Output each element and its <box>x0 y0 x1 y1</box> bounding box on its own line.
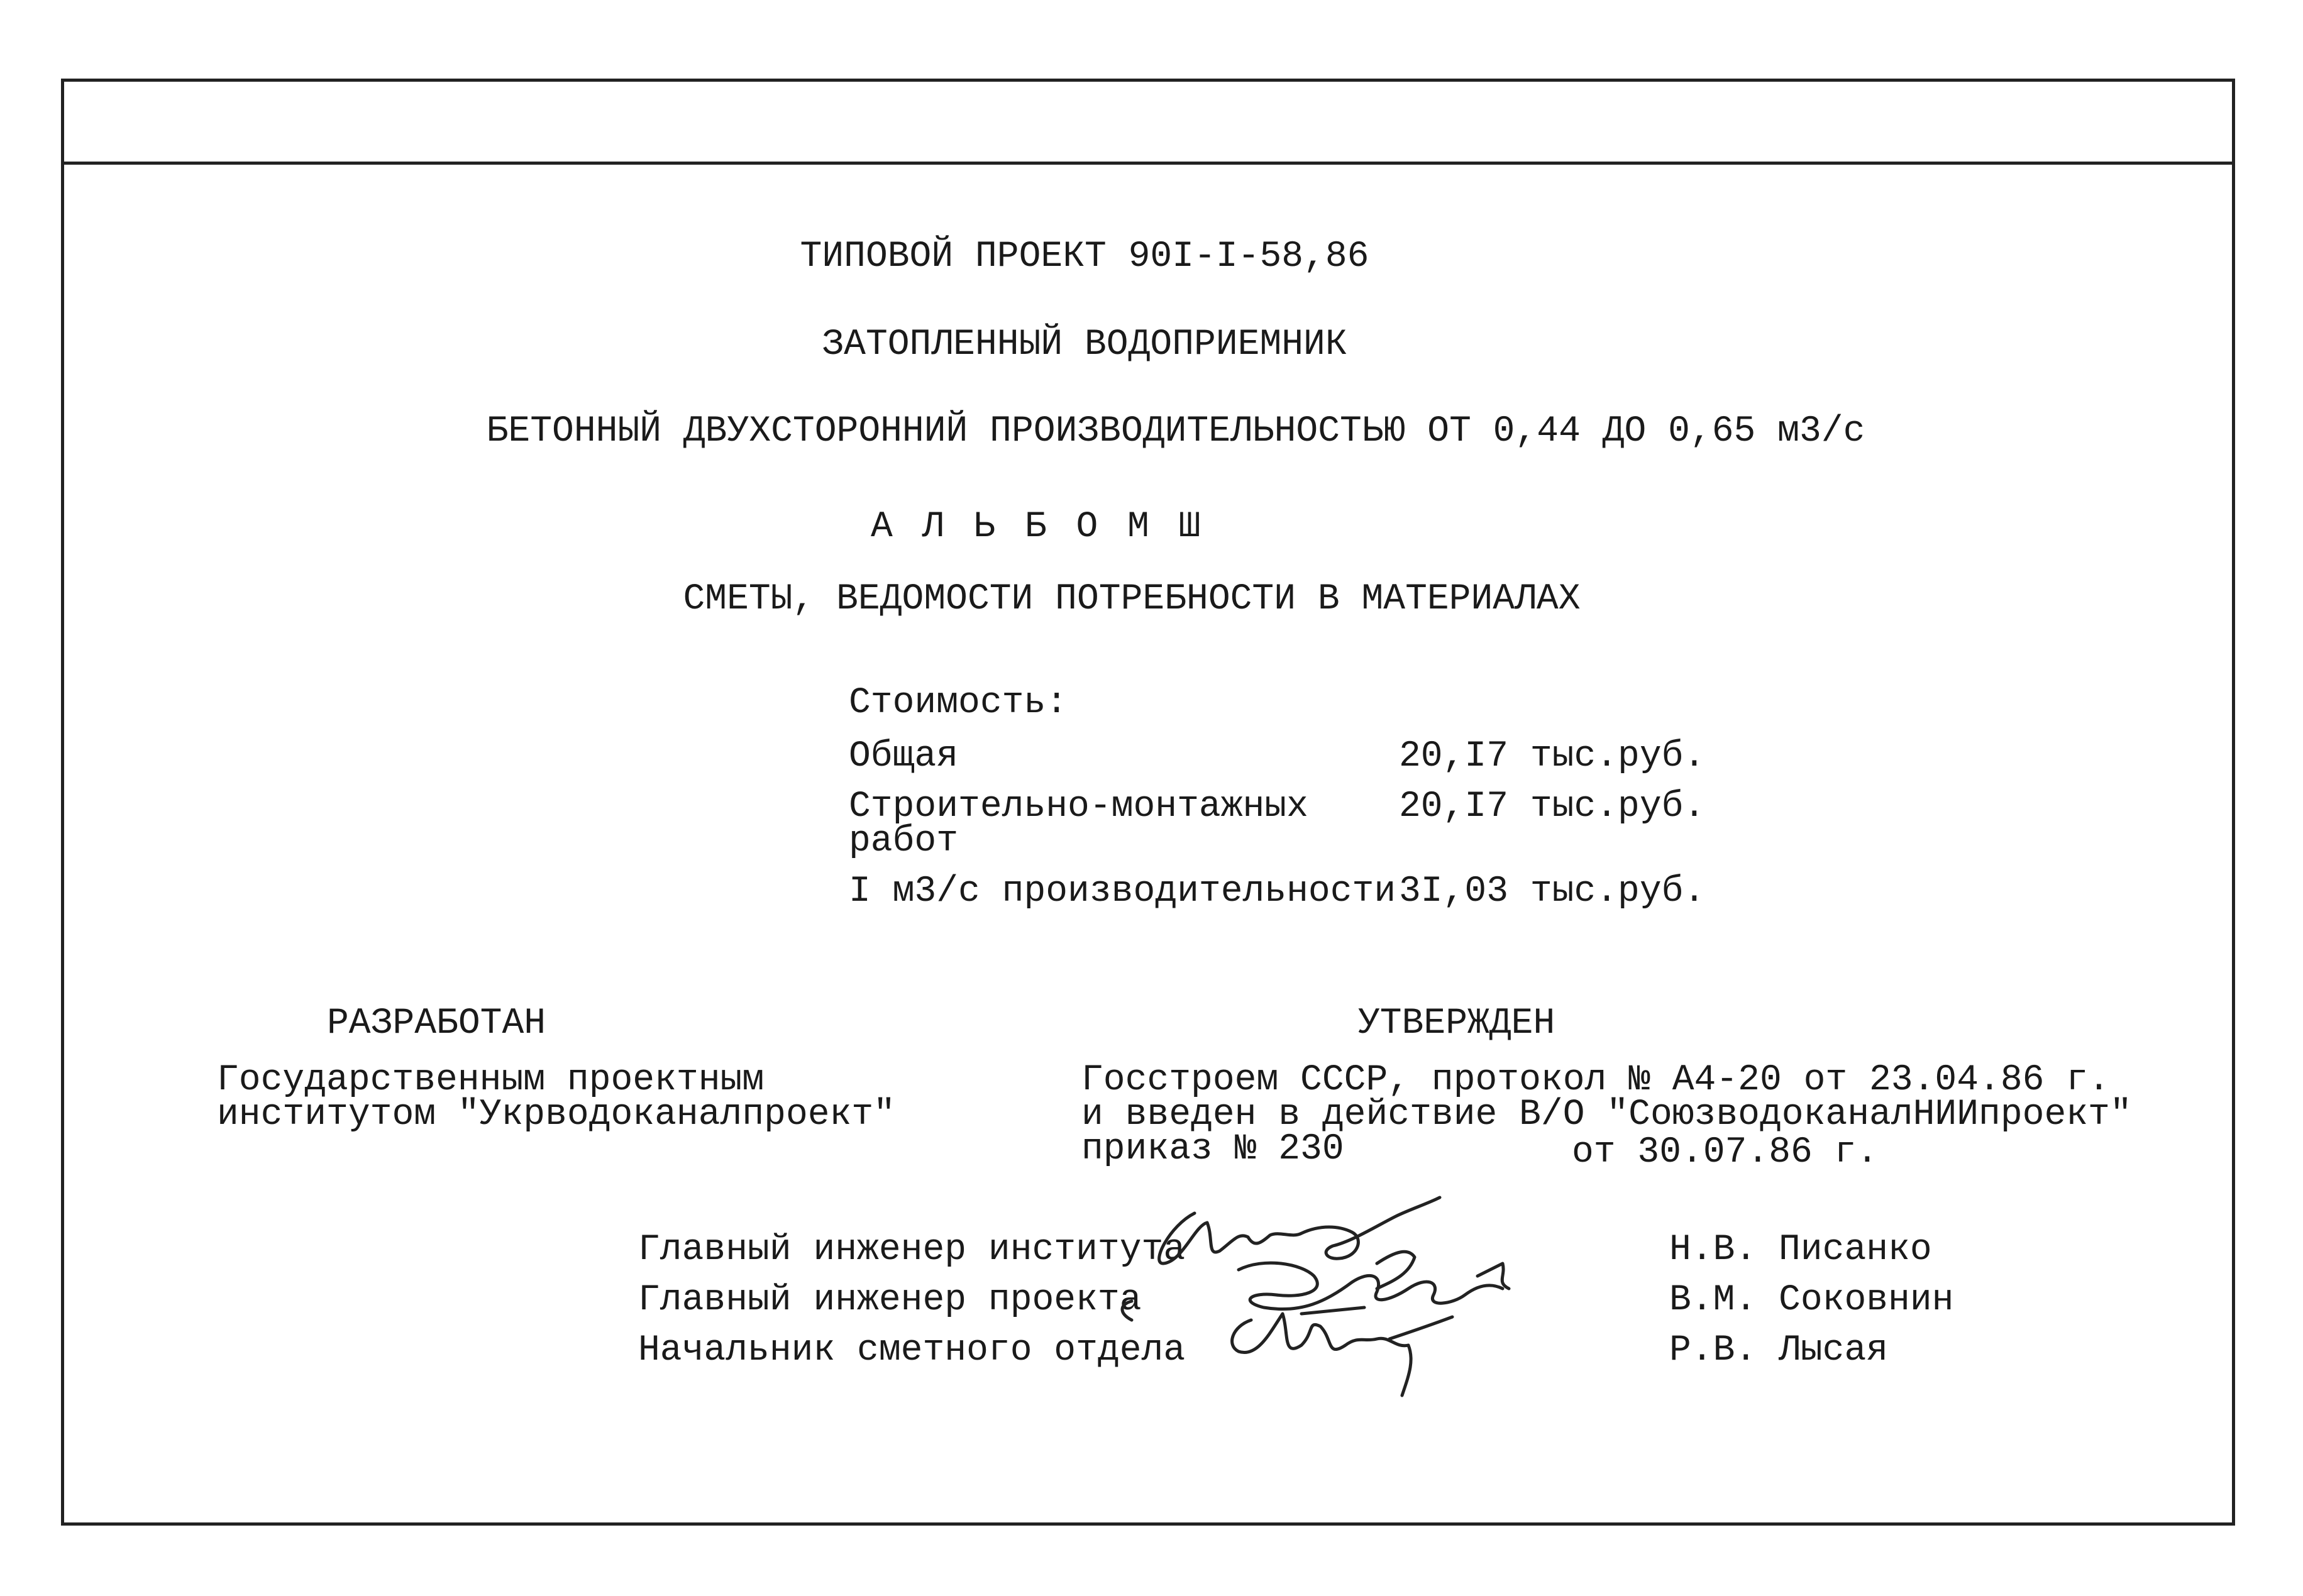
approved-line-1: Госстроем СССР, протокол № А4-20 от 23.04.86 г. <box>1081 1060 2110 1101</box>
album-title: СМЕТЫ, ВЕДОМОСТИ ПОТРЕБНОСТИ В МАТЕРИАЛАХ <box>683 579 1581 620</box>
cost-construction-label: Строительно-монтажных <box>849 786 1308 827</box>
signatory-role-2: Главный инженер проекта <box>638 1280 1142 1321</box>
album-number: А Л Ь Б О М Ш <box>871 507 1205 548</box>
signatory-name-3: Р.В. Лысая <box>1669 1330 1889 1371</box>
document-subtitle: БЕТОННЫЙ ДВУХСТОРОННИЙ ПРОИЗВОДИТЕЛЬНОСТЬЮ ОТ 0,44 ДО 0,65 м3/с <box>486 411 1865 452</box>
cost-total-label: Общая <box>849 736 959 777</box>
top-strip <box>64 82 2232 165</box>
signature-3 <box>1232 1314 1452 1395</box>
project-number: ТИПОВОЙ ПРОЕКТ 90I-I-58,86 <box>800 236 1369 277</box>
cost-total-value: 20,I7 тыс.руб. <box>1399 736 1706 777</box>
signatory-role-1: Главный инженер института <box>638 1230 1186 1270</box>
document-title: ЗАТОПЛЕННЫЙ ВОДОПРИЕМНИК <box>822 324 1347 365</box>
cost-per-unit-label: I м3/с производительности <box>849 871 1396 912</box>
cost-construction-label-2: работ <box>849 821 959 862</box>
cost-heading: Стоимость: <box>849 683 1068 724</box>
approved-heading: УТВЕРЖДЕН <box>1358 1003 1555 1044</box>
handwritten-signatures <box>1113 1188 1628 1414</box>
signatory-name-1: Н.В. Писанко <box>1669 1230 1932 1270</box>
developed-line-1: Государственным проектным <box>217 1060 765 1101</box>
developed-line-2: институтом "Укрводоканалпроект" <box>217 1094 895 1135</box>
approved-line-2: и введен в действие В/О "СоюзводоканалНИИпроект" <box>1081 1094 2132 1135</box>
approved-order-date: от 30.07.86 г. <box>1572 1132 1879 1173</box>
cost-per-unit-value: 3I,03 тыс.руб. <box>1399 871 1706 912</box>
developed-heading: РАЗРАБОТАН <box>327 1003 546 1044</box>
approved-order: приказ № 230 <box>1081 1129 1344 1170</box>
signatory-role-3: Начальник сметного отдела <box>638 1330 1186 1371</box>
signatory-name-2: В.М. Соковнин <box>1669 1280 1954 1321</box>
cost-construction-value: 20,I7 тыс.руб. <box>1399 786 1706 827</box>
